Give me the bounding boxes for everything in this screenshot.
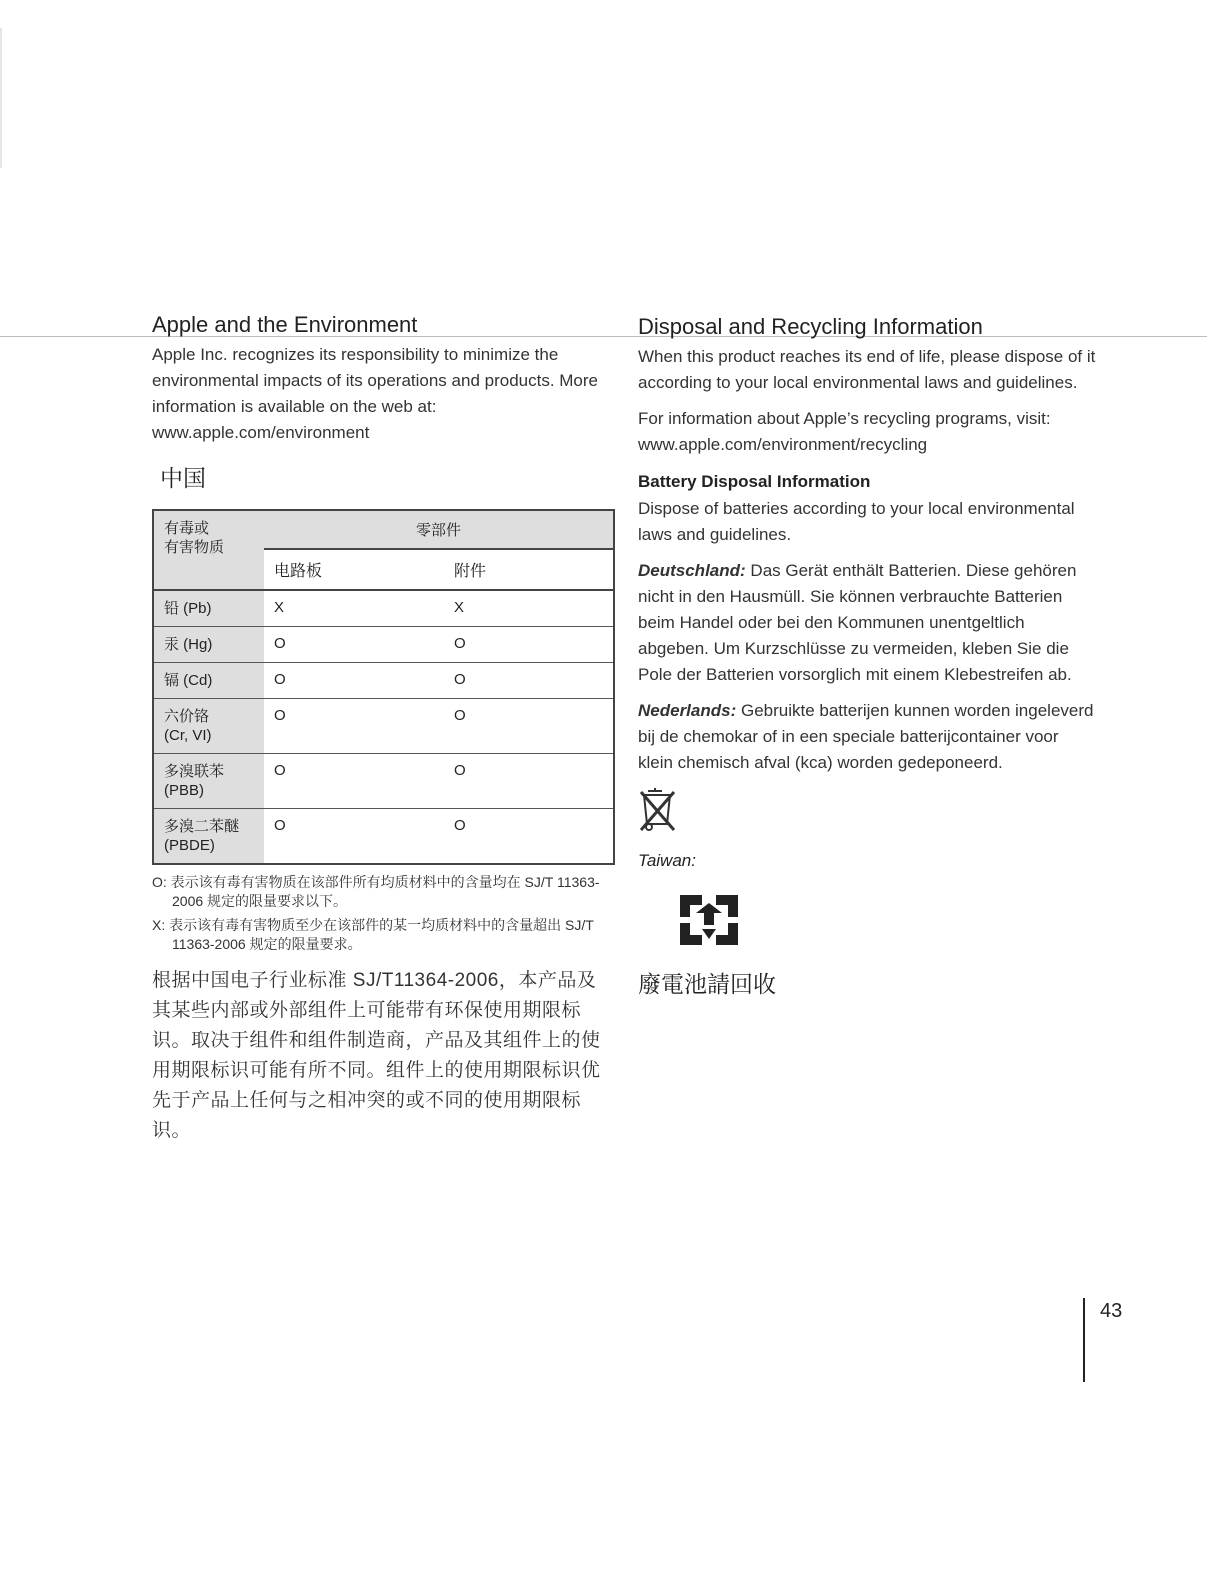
- deutschland-text: Das Gerät enthält Batterien. Diese gehören nicht in den Hausmüll. Sie können verbrauchte Batterien beim Handel oder bei den Kommunen unentgeltlich abgeben. Um Kurzschlüsse zu vermeiden, kleben Sie die Pole der Batterien vorsorglich mit einem Klebestreifen ab.: [638, 561, 1077, 684]
- disposal-title: Disposal and Recycling Information: [638, 314, 983, 339]
- substance-name: 六价铬 (Cr, VI): [153, 699, 264, 754]
- battery-body: Dispose of batteries according to your local environmental laws and guidelines.: [638, 499, 1075, 544]
- table-notes: [152, 873, 612, 954]
- page-number-rule: [1083, 1298, 1085, 1382]
- china-efup-paragraph: 根据中国电子行业标准 SJ/T11364-2006，本产品及其某些内部或外部组件上可能带有环保使用期限标识。取决于组件和组件制造商，产品及其组件上的使用期限标识可能有所不同。组件上的使用期限标识优先于产品上任何与之相冲突的或不同的使用期限标识。: [152, 970, 601, 1141]
- recycling-programs-text: For information about Apple’s recycling programs, visit: www.apple.com/environment/recycling: [638, 409, 1051, 454]
- page-edge-shadow: [0, 28, 2, 168]
- page-number: 43: [1100, 1300, 1123, 1322]
- table-col-circuit-board: 电路板: [264, 549, 444, 590]
- china-heading: 中国: [160, 465, 206, 491]
- taiwan-label: Taiwan:: [638, 851, 696, 870]
- accessories-value: X: [444, 590, 614, 627]
- table-row: [153, 663, 614, 699]
- left-column: [152, 312, 612, 1146]
- environment-title: Apple and the Environment: [152, 312, 418, 337]
- substance-name: 多溴二苯醚 (PBDE): [153, 809, 264, 865]
- note-o: O: 表示该有毒有害物质在该部件所有均质材料中的含量均在 SJ/T 11363-2006 规定的限量要求以下。: [152, 874, 600, 909]
- circuit-board-value: O: [264, 663, 444, 699]
- crossed-out-wheelie-bin-icon: [638, 786, 1098, 839]
- taiwan-battery-recycle-text: 廢電池請回收: [638, 971, 776, 997]
- table-row: [153, 627, 614, 663]
- note-x: X: 表示该有毒有害物质至少在该部件的某一均质材料中的含量超出 SJ/T 11363-2006 规定的限量要求。: [152, 917, 594, 952]
- environment-url: www.apple.com/environment: [152, 423, 370, 442]
- table-row: [153, 754, 614, 809]
- accessories-value: O: [444, 627, 614, 663]
- circuit-board-value: X: [264, 590, 444, 627]
- hazardous-substance-table: [152, 509, 615, 865]
- substance-name: 铅 (Pb): [153, 590, 264, 627]
- deutschland-label: Deutschland:: [638, 561, 746, 580]
- circuit-board-value: O: [264, 699, 444, 754]
- nederlands-paragraph: [638, 698, 1098, 776]
- battery-title: Battery Disposal Information: [638, 472, 871, 491]
- table-row: [153, 809, 614, 865]
- nederlands-text: Gebruikte batterijen kunnen worden ingeleverd bij de chemokar of in een speciale batterijcontainer voor klein chemisch afval (kca) worden gedeponeerd.: [638, 701, 1094, 772]
- accessories-value: O: [444, 663, 614, 699]
- circuit-board-value: O: [264, 627, 444, 663]
- table-corner-header: 有毒或 有害物质: [153, 510, 264, 590]
- right-column: [638, 314, 1098, 999]
- substance-name: 汞 (Hg): [153, 627, 264, 663]
- environment-body: Apple Inc. recognizes its responsibility to minimize the environmental impacts of its operations and products. More information is available on the web at:: [152, 345, 599, 416]
- table-group-header: 零部件: [264, 510, 614, 549]
- table-row: [153, 590, 614, 627]
- table-col-accessories: 附件: [444, 549, 614, 590]
- disposal-body: When this product reaches its end of life, please dispose of it according to your local environmental laws and guidelines.: [638, 347, 1096, 392]
- deutschland-paragraph: [638, 558, 1098, 688]
- nederlands-label: Nederlands:: [638, 701, 737, 720]
- accessories-value: O: [444, 699, 614, 754]
- circuit-board-value: O: [264, 754, 444, 809]
- accessories-value: O: [444, 754, 614, 809]
- accessories-value: O: [444, 809, 614, 865]
- substance-name: 多溴联苯 (PBB): [153, 754, 264, 809]
- taiwan-recycling-logo-icon: [674, 885, 1098, 960]
- table-row: [153, 699, 614, 754]
- substance-name: 镉 (Cd): [153, 663, 264, 699]
- circuit-board-value: O: [264, 809, 444, 865]
